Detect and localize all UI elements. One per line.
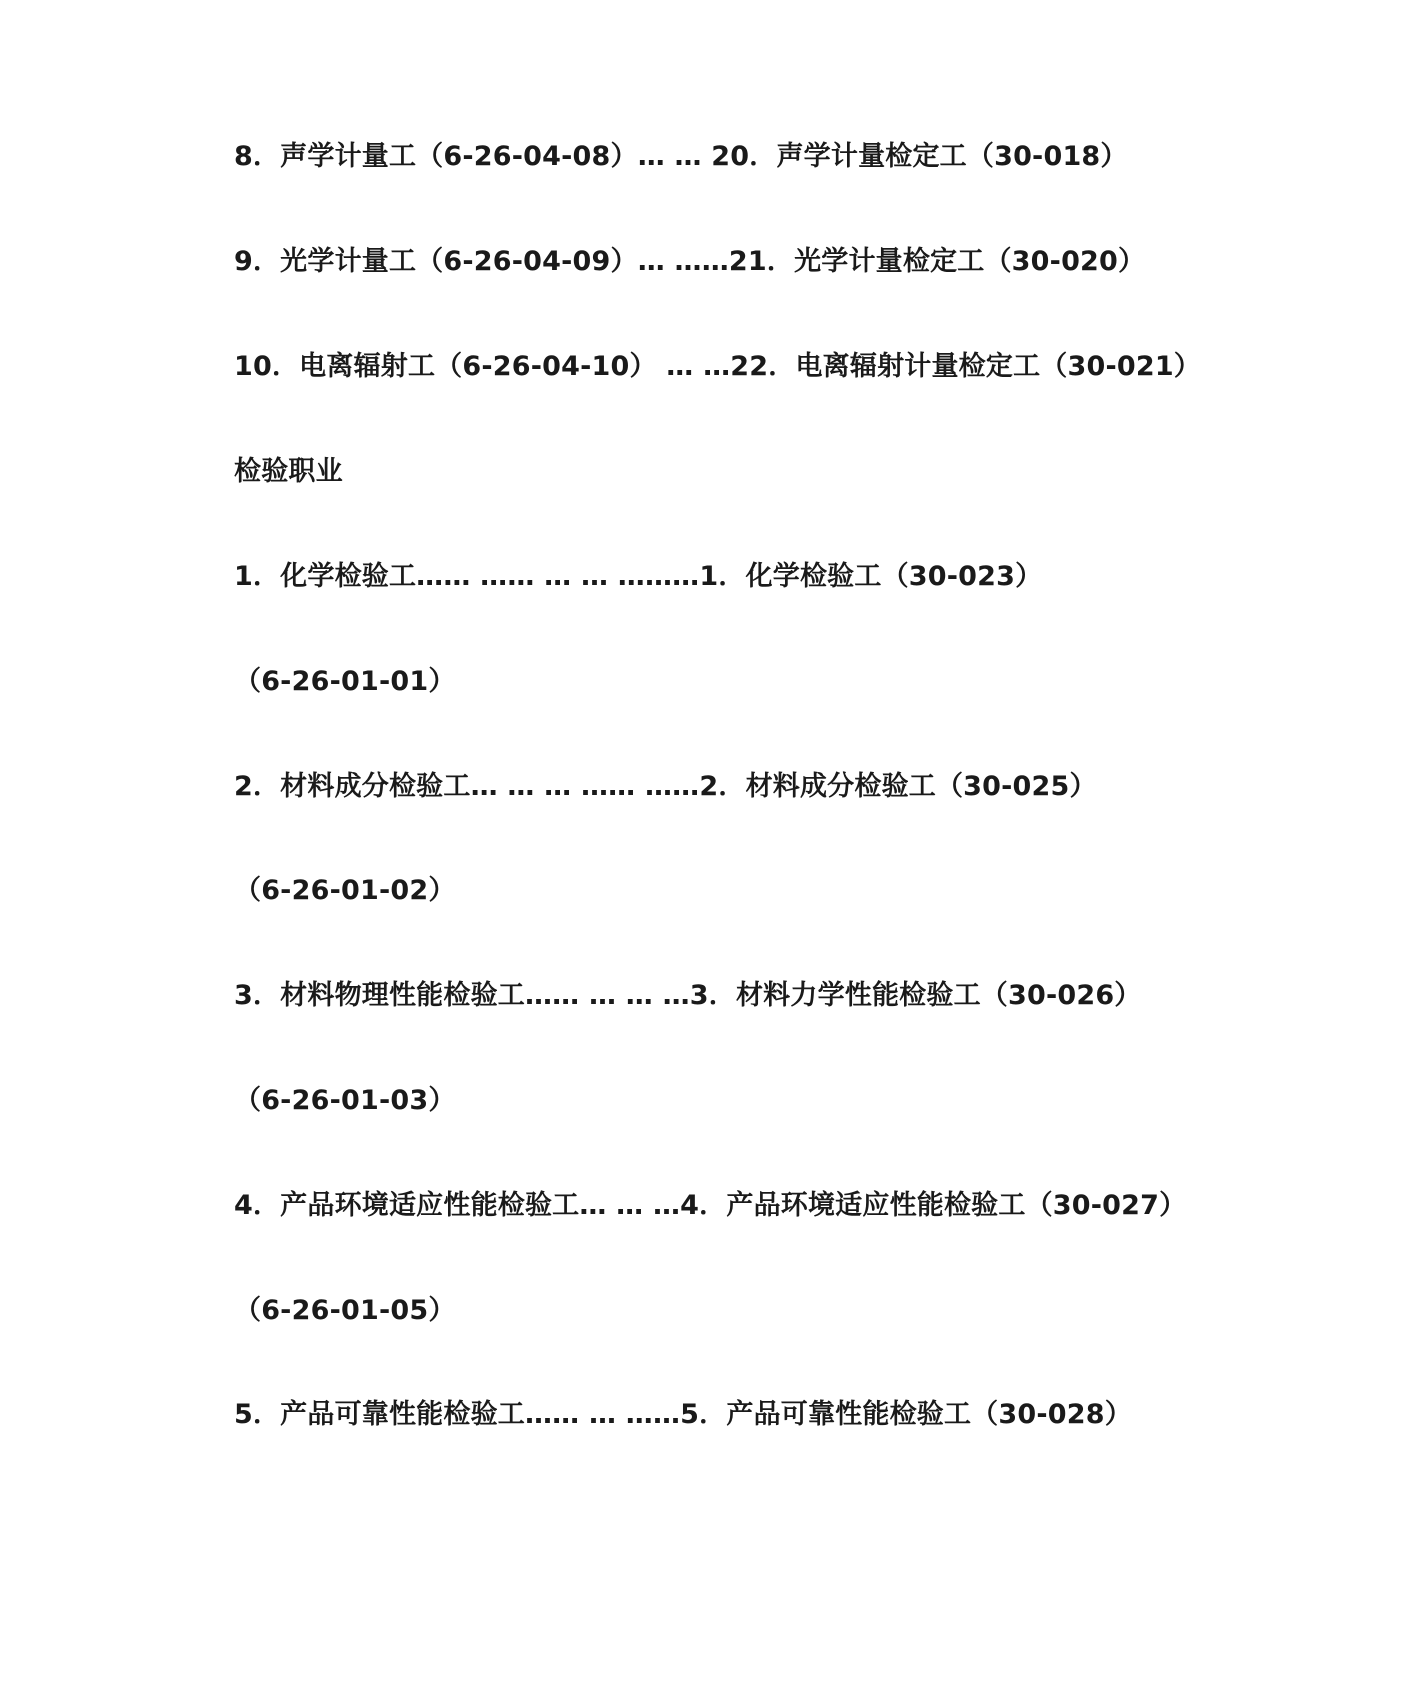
text-line: 5．产品可靠性能检验工…… … ……5．产品可靠性能检验工（30-028） bbox=[234, 1399, 1132, 1430]
text-line: （6-26-01-05） bbox=[234, 1295, 456, 1326]
text-line: 2．材料成分检验工… … … …… ……2．材料成分检验工（30-025） bbox=[234, 771, 1097, 802]
text-line: 1．化学检验工…… …… … … ………1．化学检验工（30-023） bbox=[234, 561, 1043, 592]
text-line: （6-26-01-02） bbox=[234, 875, 456, 906]
text-line: （6-26-01-03） bbox=[234, 1085, 456, 1116]
text-line: 8．声学计量工（6-26-04-08）… … 20．声学计量检定工（30-018） bbox=[234, 141, 1128, 172]
section-heading: 检验职业 bbox=[234, 456, 343, 487]
text-line: 10．电离辐射工（6-26-04-10） … …22．电离辐射计量检定工（30-021） bbox=[234, 351, 1202, 382]
text-line: 9．光学计量工（6-26-04-09）… ……21．光学计量检定工（30-020） bbox=[234, 246, 1146, 277]
text-line: 4．产品环境适应性能检验工… … …4．产品环境适应性能检验工（30-027） bbox=[234, 1190, 1187, 1221]
text-line: （6-26-01-01） bbox=[234, 666, 456, 697]
text-line: 3．材料物理性能检验工…… … … …3．材料力学性能检验工（30-026） bbox=[234, 980, 1142, 1011]
